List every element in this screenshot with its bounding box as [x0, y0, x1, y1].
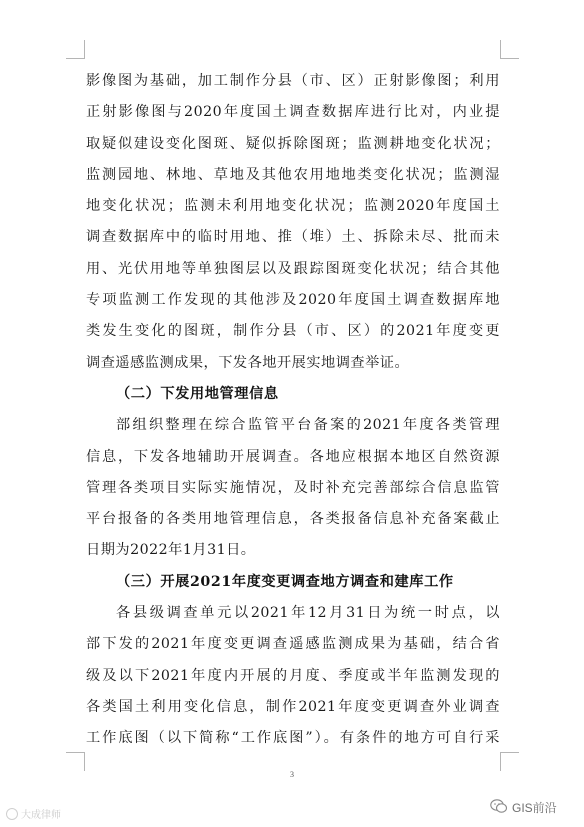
paragraph-line: 部组织整理在综合监管平台备案的2021年度各类管理: [116, 417, 500, 434]
paragraph-line: 工作底图（以下简称“工作底图”）。有条件的地方可自行采: [86, 730, 500, 747]
paragraph-line: 专项监测工作发现的其他涉及2020年度国土调查数据库地: [86, 292, 500, 309]
paragraph-line: 日期为2022年1月31日。: [86, 542, 256, 559]
crop-mark-bottom-right: [500, 752, 519, 771]
paragraph-line: 平台报备的各类用地管理信息，各类报备信息补充备案截止: [86, 511, 500, 528]
paragraph-line: 类发生变化的图斑，制作分县（市、区）的2021年度变更: [86, 323, 500, 340]
paragraph-line: 监测园地、林地、草地及其他农用地地类变化状况；监测湿: [86, 166, 500, 183]
paragraph-line: 正射影像图与2020年度国土调查数据库进行比对，内业提: [86, 104, 500, 121]
watermark-left: [6, 806, 61, 821]
watermark-right: [490, 798, 557, 817]
crop-mark-top-left: [66, 40, 85, 59]
paragraph-line: 部下发的2021年度变更调查遥感监测成果为基础，结合省: [86, 636, 500, 653]
section-heading-3: （三）开展2021年度变更调查地方调查和建库工作: [116, 573, 454, 590]
paragraph-line: 调查数据库中的临时用地、推（堆）土、拆除未尽、批而未: [86, 229, 500, 246]
paragraph-line: 地变化状况；监测未利用地变化状况；监测2020年度国土: [86, 198, 500, 215]
paragraph-line: 调查遥感监测成果，下发各地开展实地调查举证。: [86, 354, 410, 371]
paragraph-line: 用、光伏用地等单独图层以及跟踪图斑变化状况；结合其他: [86, 260, 500, 277]
crop-mark-bottom-left: [66, 752, 85, 771]
paragraph-line: 信息，下发各地辅助开展调查。各地应根据本地区自然资源: [86, 448, 500, 465]
paragraph-line: 级及以下2021年度内开展的月度、季度或半年监测发现的: [86, 667, 500, 684]
section-heading-2: （二）下发用地管理信息: [116, 385, 279, 402]
wechat-icon: [490, 798, 508, 817]
paragraph-line: 取疑似建设变化图斑、疑似拆除图斑；监测耕地变化状况；: [86, 135, 500, 152]
paragraph-line: 各类国土利用变化信息，制作2021年度变更调查外业调查: [86, 698, 500, 715]
paragraph-line: 管理各类项目实际实施情况，及时补充完善部综合信息监管: [86, 479, 500, 496]
page-number: 3: [290, 770, 294, 779]
crop-mark-top-right: [500, 40, 519, 59]
watermark-left-text: 大成律师: [21, 810, 61, 821]
document-body: [86, 66, 500, 755]
paragraph-line: 各县级调查单元以2021年12月31日为统一时点，以: [116, 605, 500, 622]
watermark-logo-icon: [6, 808, 18, 820]
watermark-right-text: GIS前沿: [512, 801, 557, 815]
paragraph-line: 影像图为基础，加工制作分县（市、区）正射影像图；利用: [86, 73, 500, 89]
